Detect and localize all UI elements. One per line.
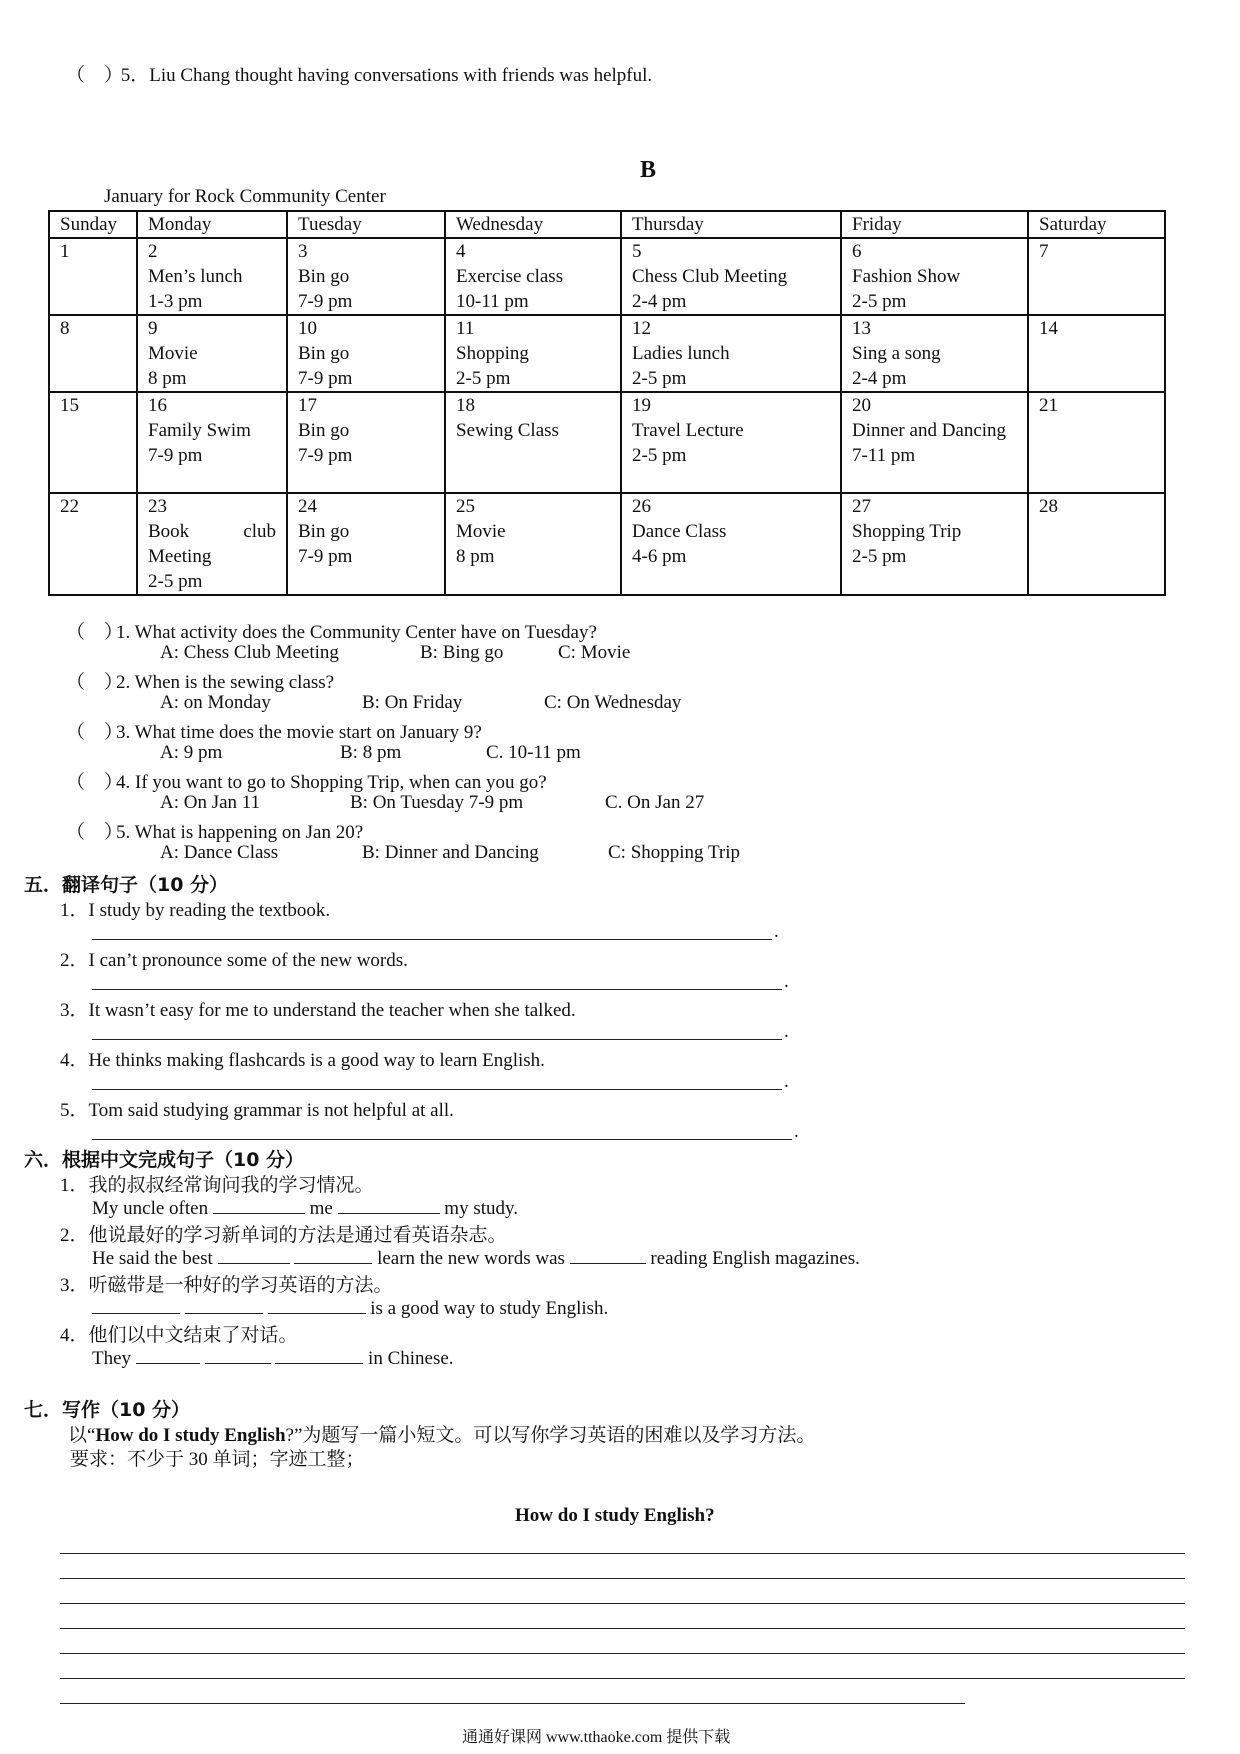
section-b-heading: B (640, 157, 657, 183)
event-name: Family Swim (148, 420, 251, 441)
blank-input[interactable] (213, 1195, 305, 1214)
day-number: 21 (1039, 395, 1058, 416)
question-text: 5．Liu Chang thought having conversations with friends was helpful. (120, 65, 653, 86)
event-name: Bin go (298, 521, 350, 542)
line-period: . (774, 921, 779, 942)
essay-title: How do I study English? (515, 1505, 715, 1526)
event-time: 8 pm (456, 546, 495, 567)
translation-sentence: 4．He thinks making flashcards is a good way to learn English. (60, 1050, 545, 1071)
instruction-title: How do I study English (95, 1425, 286, 1446)
day-number: 19 (632, 395, 651, 416)
translation-sentence: 2．I can’t pronounce some of the new words. (60, 950, 408, 971)
event-name: Sing a song (852, 343, 941, 364)
calendar-body (49, 238, 1165, 595)
answer-line[interactable] (92, 1139, 792, 1140)
event-name: Dinner and Dancing (852, 420, 1007, 441)
day-number: 10 (298, 318, 317, 339)
event-name: Ladies lunch (632, 343, 730, 364)
day-header-monday: Monday (137, 211, 287, 238)
reading-question (66, 667, 334, 694)
option-a[interactable]: A: Dance Class (160, 842, 279, 863)
day-number: 8 (60, 318, 70, 339)
calendar-day-cell (1028, 392, 1165, 493)
option-a[interactable]: A: 9 pm (160, 742, 223, 763)
calendar-day-cell (841, 493, 1028, 595)
event-time: 2-4 pm (852, 368, 907, 389)
reading-question (66, 817, 363, 844)
writing-line[interactable] (60, 1553, 1185, 1554)
question-text: 5. What is happening on Jan 20? (116, 822, 364, 843)
answer-line[interactable] (92, 1039, 782, 1040)
calendar-day-cell (137, 392, 287, 493)
calendar-day-cell (287, 493, 445, 595)
event-name: Movie (148, 343, 198, 364)
day-number: 12 (632, 318, 651, 339)
event-time: 7-9 pm (298, 368, 353, 389)
answer-paren[interactable]: （ ） (66, 722, 124, 743)
top-question (66, 60, 652, 87)
calendar-day-cell (49, 238, 137, 315)
calendar-day-cell (621, 315, 841, 392)
calendar-day-cell (621, 392, 841, 493)
blank-input[interactable] (205, 1345, 271, 1364)
line-period: . (784, 1071, 789, 1092)
calendar-day-cell (445, 392, 621, 493)
answer-paren[interactable]: （ ） (66, 622, 124, 643)
blank-input[interactable] (185, 1295, 263, 1314)
day-number: 25 (456, 496, 475, 517)
answer-line[interactable] (92, 989, 782, 990)
day-number: 16 (148, 395, 167, 416)
question-text: 2. When is the sewing class? (116, 672, 335, 693)
question-text: 1. What activity does the Community Center have on Tuesday? (116, 622, 597, 643)
reading-question (66, 617, 597, 644)
translation-sentence: 5．Tom said studying grammar is not helpful at all. (60, 1100, 454, 1121)
answer-line[interactable] (92, 939, 772, 940)
s6-item1-en (92, 1195, 518, 1220)
question-text: 4. If you want to go to Shopping Trip, when can you go? (116, 772, 547, 793)
event-time: 2-5 pm (632, 368, 687, 389)
day-number: 18 (456, 395, 475, 416)
day-header-sunday: Sunday (49, 211, 137, 238)
day-number: 27 (852, 496, 871, 517)
day-number: 6 (852, 241, 862, 262)
s6-item3-cn: 3．听磁带是一种好的学习英语的方法。 (60, 1275, 393, 1296)
event-time: 7-11 pm (852, 445, 916, 466)
event-name: Dance Class (632, 521, 727, 542)
s6-item2-cn: 2．他说最好的学习新单词的方法是通过看英语杂志。 (60, 1225, 507, 1246)
event-name: Shopping Trip (852, 521, 962, 542)
day-header-friday: Friday (841, 211, 1028, 238)
event-name: Travel Lecture (632, 420, 744, 441)
calendar-day-cell (49, 392, 137, 493)
calendar-day-cell (445, 315, 621, 392)
event-name: Fashion Show (852, 266, 961, 287)
blank-input[interactable] (294, 1245, 372, 1264)
calendar-day-cell (49, 315, 137, 392)
section7-heading: 七．写作（10 分） (24, 1399, 191, 1421)
calendar-day-cell (445, 238, 621, 315)
blank-input[interactable] (92, 1295, 180, 1314)
s6-item2-part1: He said the best (92, 1248, 213, 1269)
event-name: Chess Club Meeting (632, 266, 788, 287)
calendar-header-row (49, 211, 1165, 238)
day-number: 23 (148, 496, 167, 517)
s6-item3-part2: is a good way to study English. (370, 1298, 609, 1319)
event-name: Bin go (298, 420, 350, 441)
option-a[interactable]: A: Chess Club Meeting (160, 642, 339, 663)
day-number: 15 (60, 395, 79, 416)
s6-item1-part1: My uncle often (92, 1198, 209, 1219)
day-number: 26 (632, 496, 651, 517)
event-name: Shopping (456, 343, 529, 364)
answer-paren[interactable]: （ ） (66, 672, 124, 693)
s6-item2-en (92, 1245, 860, 1270)
option-b[interactable]: B: Bing go (420, 642, 504, 663)
event-time: 7-9 pm (148, 445, 203, 466)
day-number: 13 (852, 318, 871, 339)
answer-line[interactable] (92, 1089, 782, 1090)
answer-paren[interactable]: （ ） (66, 822, 124, 843)
event-time: 2-5 pm (456, 368, 511, 389)
option-b[interactable]: B: On Friday (362, 692, 463, 713)
writing-requirement: 要求：不少于 30 单词；字迹工整； (70, 1449, 365, 1470)
day-number: 5 (632, 241, 642, 262)
calendar-day-cell (287, 238, 445, 315)
writing-line[interactable] (60, 1678, 1185, 1679)
day-number: 28 (1039, 496, 1058, 517)
day-header-wednesday: Wednesday (445, 211, 621, 238)
calendar-day-cell (841, 238, 1028, 315)
translation-sentence: 1．I study by reading the textbook. (60, 900, 331, 921)
writing-line[interactable] (60, 1703, 965, 1704)
calendar-day-cell (137, 315, 287, 392)
s6-item3-en (92, 1295, 608, 1320)
event-time: 8 pm (148, 368, 187, 389)
s6-item4-part1: They (92, 1348, 132, 1369)
line-period: . (784, 1021, 789, 1042)
event-name: Movie (456, 521, 506, 542)
blank-input[interactable] (338, 1195, 440, 1214)
blank-input[interactable] (218, 1245, 290, 1264)
option-c[interactable]: C. On Jan 27 (605, 792, 705, 813)
instruction-post: ?”为题写一篇小短文。可以写你学习英语的困难以及学习方法。 (285, 1425, 816, 1446)
option-b[interactable]: B: On Tuesday 7-9 pm (350, 792, 524, 813)
answer-paren[interactable]: （ ） (66, 65, 124, 86)
day-number: 9 (148, 318, 158, 339)
day-number: 7 (1039, 241, 1049, 262)
day-number: 3 (298, 241, 308, 262)
section5-heading: 五．翻译句子（10 分） (24, 874, 229, 896)
day-header-saturday: Saturday (1028, 211, 1165, 238)
blank-input[interactable] (570, 1245, 646, 1264)
s6-item2-part2: learn the new words was (377, 1248, 565, 1269)
option-b[interactable]: B: Dinner and Dancing (362, 842, 539, 863)
calendar-day-cell (841, 392, 1028, 493)
option-a[interactable]: A: on Monday (160, 692, 271, 713)
s6-item4-part2: in Chinese. (368, 1348, 454, 1369)
calendar-day-cell (841, 315, 1028, 392)
section6-heading: 六．根据中文完成句子（10 分） (24, 1149, 305, 1171)
option-c[interactable]: C: On Wednesday (544, 692, 682, 713)
calendar-title: January for Rock Community Center (104, 186, 386, 207)
blank-input[interactable] (275, 1345, 363, 1364)
s6-item4-cn: 4．他们以中文结束了对话。 (60, 1325, 298, 1346)
day-number: 1 (60, 241, 70, 262)
calendar-day-cell (49, 493, 137, 595)
day-number: 22 (60, 496, 79, 517)
event-time: 7-9 pm (298, 445, 353, 466)
calendar-day-cell (137, 238, 287, 315)
writing-line[interactable] (60, 1628, 1185, 1629)
event-time: 7-9 pm (298, 291, 353, 312)
line-period: . (784, 971, 789, 992)
option-a[interactable]: A: On Jan 11 (160, 792, 261, 813)
day-number: 17 (298, 395, 317, 416)
event-time: 2-5 pm (632, 445, 687, 466)
translation-sentence: 3．It wasn’t easy for me to understand the teacher when she talked. (60, 1000, 576, 1021)
s6-item1-cn: 1．我的叔叔经常询问我的学习情况。 (60, 1175, 374, 1196)
day-number: 24 (298, 496, 317, 517)
calendar-week-row (49, 315, 1165, 392)
event-name: Bin go (298, 266, 350, 287)
s6-item1-part2: me (309, 1198, 333, 1219)
option-c[interactable]: C. 10-11 pm (486, 742, 581, 763)
event-name: Book club Meeting (148, 521, 276, 567)
s6-item1-part3: my study. (444, 1198, 519, 1219)
day-number: 14 (1039, 318, 1058, 339)
option-c[interactable]: C: Shopping Trip (608, 842, 740, 863)
event-time: 2-4 pm (632, 291, 687, 312)
day-number: 11 (456, 318, 475, 339)
calendar-day-cell (287, 315, 445, 392)
page-footer: 通通好课网 www.tthaoke.com 提供下载 (462, 1729, 731, 1746)
event-time: 2-5 pm (148, 571, 203, 592)
writing-line[interactable] (60, 1603, 1185, 1604)
day-number: 4 (456, 241, 466, 262)
writing-line[interactable] (60, 1578, 1185, 1579)
event-time: 10-11 pm (456, 291, 529, 312)
calendar-week-row (49, 493, 1165, 595)
event-time: 1-3 pm (148, 291, 203, 312)
s6-item4-en (92, 1345, 454, 1370)
reading-question (66, 767, 547, 794)
event-name: Sewing Class (456, 420, 559, 441)
calendar-day-cell (287, 392, 445, 493)
calendar-day-cell (1028, 238, 1165, 315)
calendar-table (48, 210, 1166, 596)
day-header-tuesday: Tuesday (287, 211, 445, 238)
calendar-day-cell (445, 493, 621, 595)
blank-input[interactable] (136, 1345, 200, 1364)
blank-input[interactable] (268, 1295, 366, 1314)
writing-line[interactable] (60, 1653, 1185, 1654)
calendar-day-cell (1028, 315, 1165, 392)
line-period: . (794, 1121, 799, 1142)
day-number: 20 (852, 395, 871, 416)
day-header-thursday: Thursday (621, 211, 841, 238)
calendar-day-cell (137, 493, 287, 595)
calendar-week-row (49, 392, 1165, 493)
event-name: Bin go (298, 343, 350, 364)
event-time: 4-6 pm (632, 546, 687, 567)
calendar-day-cell (1028, 493, 1165, 595)
calendar-day-cell (621, 238, 841, 315)
option-b[interactable]: B: 8 pm (340, 742, 402, 763)
reading-question (66, 717, 482, 744)
event-name: Exercise class (456, 266, 564, 287)
s6-item2-part3: reading English magazines. (650, 1248, 860, 1269)
writing-instruction (68, 1420, 815, 1447)
event-time: 2-5 pm (852, 546, 907, 567)
day-number: 2 (148, 241, 158, 262)
event-name: Men’s lunch (148, 266, 243, 287)
question-text: 3. What time does the movie start on January 9? (116, 722, 482, 743)
option-c[interactable]: C: Movie (558, 642, 631, 663)
calendar-day-cell (621, 493, 841, 595)
event-time: 2-5 pm (852, 291, 907, 312)
answer-paren[interactable]: （ ） (66, 772, 124, 793)
instruction-pre: 以“ (68, 1425, 96, 1446)
calendar-week-row (49, 238, 1165, 315)
event-time: 7-9 pm (298, 546, 353, 567)
